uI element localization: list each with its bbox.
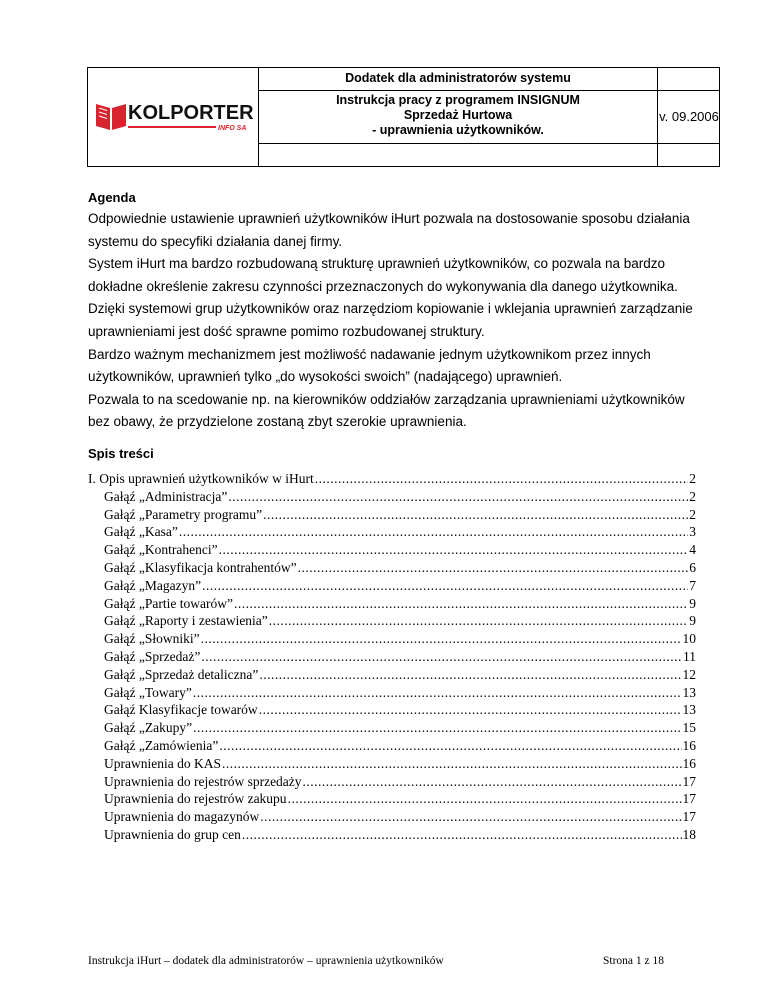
toc-entry-page: 3 — [689, 524, 696, 540]
toc-entry-label: Gałąź „Towary” — [104, 684, 192, 700]
toc-dot-leader — [269, 612, 688, 630]
toc-dot-leader — [202, 577, 688, 595]
toc-entry-label: Gałąź „Administracja” — [104, 488, 228, 504]
toc-entry[interactable] — [88, 470, 696, 488]
toc-entry-label: Gałąź „Zamówienia” — [104, 737, 219, 753]
agenda-paragraph: Bardzo ważnym mechanizmem jest możliwość nadawanie jednym użytkownikom przez innych użytkowników, uprawnień tylko „do wysokości swoich” (nadającego) uprawnień. — [88, 346, 651, 385]
toc-dot-leader — [179, 523, 688, 541]
version-cell — [657, 68, 720, 166]
kolporter-logo — [94, 98, 254, 138]
logo-cell — [88, 68, 259, 166]
toc-dot-leader — [303, 773, 682, 791]
toc-dot-leader — [242, 826, 682, 844]
toc-entry-label: Gałąź „Raporty i zestawienia” — [104, 613, 268, 629]
toc-entry-page: 16 — [682, 755, 696, 771]
toc-entry-page: 9 — [689, 613, 696, 629]
toc-entry-label: Gałąź „Partie towarów” — [104, 595, 233, 611]
toc-entry[interactable] — [88, 737, 696, 755]
footer-page-number: Strona 1 z 18 — [603, 955, 665, 967]
logo-subtext: INFO SA — [218, 125, 247, 132]
logo-wordmark: KOLPORTER — [128, 102, 254, 124]
toc-entry-page: 18 — [682, 826, 696, 842]
toc-entry[interactable] — [88, 559, 696, 577]
toc-heading: Spis treści — [88, 446, 154, 461]
toc-entry-label: Gałąź „Kasa” — [104, 524, 178, 540]
toc-entry-page: 10 — [682, 631, 696, 647]
subtitle-line: Sprzedaż Hurtowa — [403, 108, 513, 122]
toc-dot-leader — [193, 719, 681, 737]
subtitle-line: - uprawnienia użytkowników. — [372, 123, 544, 137]
toc-entry-label: Uprawnienia do rejestrów sprzedaży — [104, 773, 302, 789]
toc-entry[interactable] — [88, 595, 696, 613]
toc-entry-page: 2 — [689, 506, 696, 522]
document-title: Dodatek dla administratorów systemu — [345, 71, 571, 85]
agenda-paragraph: Dzięki systemowi grup użytkowników oraz narzędziom kopiowanie i wklejania uprawnień zarządzanie uprawnieniami jest dość sprawne pomimo rozbudowanej struktury. — [88, 301, 693, 339]
header-row-empty — [259, 143, 657, 167]
toc-entry-page: 12 — [682, 666, 696, 682]
toc-entry[interactable] — [88, 648, 696, 666]
document-subtitle — [259, 93, 657, 138]
toc-entry-label: I. Opis uprawnień użytkowników w iHurt — [88, 471, 314, 486]
version-row-empty-top — [658, 68, 720, 91]
agenda-body — [88, 208, 700, 434]
toc-entry-label: Uprawnienia do rejestrów zakupu — [104, 791, 287, 807]
toc-entry-page: 2 — [689, 471, 696, 486]
toc-entry-label: Gałąź „Parametry programu” — [104, 506, 263, 522]
toc-entry-page: 4 — [689, 542, 696, 558]
toc-dot-leader — [259, 701, 682, 719]
toc-entry-label: Gałąź „Sprzedaż detaliczna” — [104, 666, 259, 682]
toc-entry-page: 17 — [682, 773, 696, 789]
toc-dot-leader — [260, 808, 681, 826]
document-version: v. 09.2006 — [659, 109, 719, 124]
toc-entry-page: 13 — [682, 702, 696, 718]
toc-entry-label: Gałąź „Sprzedaż” — [104, 648, 201, 664]
toc-dot-leader — [315, 470, 689, 488]
toc-dot-leader — [201, 630, 682, 648]
toc-entry-label: Gałąź „Magazyn” — [104, 577, 202, 593]
toc-entry-label: Uprawnienia do magazynów — [104, 809, 260, 825]
toc-entry[interactable] — [88, 612, 696, 630]
agenda-paragraph: Odpowiednie ustawienie uprawnień użytkowników iHurt pozwala na dostosowanie sposobu działania systemu do specyfiki działania danej firmy. — [88, 211, 690, 249]
toc-entry[interactable] — [88, 630, 696, 648]
toc-entry-page: 9 — [689, 595, 696, 611]
toc-dot-leader — [263, 506, 688, 524]
toc-entry-page: 6 — [689, 559, 696, 575]
toc-entry-label: Uprawnienia do grup cen — [104, 826, 241, 842]
toc-entry-label: Gałąź Klasyfikacje towarów — [104, 702, 258, 718]
footer-text: Instrukcja iHurt – dodatek dla administratorów – uprawnienia użytkowników — [88, 955, 444, 967]
header-table — [87, 67, 720, 167]
toc-entry[interactable] — [88, 523, 696, 541]
toc-entry-label: Gałąź „Słowniki” — [104, 631, 200, 647]
toc-entry[interactable] — [88, 790, 696, 808]
toc-entry[interactable] — [88, 488, 696, 506]
toc-entry[interactable] — [88, 773, 696, 791]
toc-entry-page: 16 — [682, 737, 696, 753]
subtitle-line: Instrukcja pracy z programem INSIGNUM — [336, 93, 580, 107]
toc-dot-leader — [193, 684, 682, 702]
table-of-contents — [88, 470, 696, 844]
agenda-paragraph: Pozwala to na scedowanie np. na kierowników oddziałów zarządzania uprawnieniami użytkowników bez obawy, że przydzielone zostaną zbyt szerokie uprawnienia. — [88, 391, 685, 430]
toc-dot-leader — [288, 790, 682, 808]
toc-entry-label: Uprawnienia do KAS — [104, 755, 221, 771]
toc-entry[interactable] — [88, 577, 696, 595]
toc-entry[interactable] — [88, 541, 696, 559]
toc-dot-leader — [219, 737, 681, 755]
toc-entry-page: 11 — [683, 648, 696, 664]
agenda-heading: Agenda — [88, 190, 136, 205]
toc-dot-leader — [298, 559, 689, 577]
toc-dot-leader — [219, 541, 689, 559]
toc-entry[interactable] — [88, 506, 696, 524]
toc-entry-page: 15 — [682, 720, 696, 736]
toc-entry[interactable] — [88, 808, 696, 826]
toc-entry[interactable] — [88, 755, 696, 773]
toc-entry-page: 13 — [682, 684, 696, 700]
toc-entry-page: 2 — [689, 488, 696, 504]
toc-entry-label: Gałąź „Klasyfikacja kontrahentów” — [104, 559, 297, 575]
toc-dot-leader — [259, 666, 681, 684]
toc-entry[interactable] — [88, 719, 696, 737]
toc-dot-leader — [228, 488, 688, 506]
toc-entry[interactable] — [88, 666, 696, 684]
toc-dot-leader — [222, 755, 682, 773]
logo-underline — [128, 126, 216, 128]
toc-entry[interactable] — [88, 701, 696, 719]
header-row-title — [259, 68, 657, 91]
book-logo-icon — [94, 98, 128, 132]
toc-dot-leader — [234, 595, 688, 613]
agenda-paragraph: System iHurt ma bardzo rozbudowaną strukturę uprawnień użytkowników, co pozwala na bardzo dokładne określenie zakresu czynności przeznaczonych do wykonywania dla danego użytkownika. — [88, 256, 678, 294]
toc-entry-page: 7 — [689, 577, 696, 593]
toc-entry-page: 17 — [682, 791, 696, 807]
header-middle — [259, 68, 657, 166]
toc-entry-label: Gałąź „Zakupy” — [104, 720, 193, 736]
toc-entry[interactable] — [88, 684, 696, 702]
toc-entry-page: 17 — [682, 809, 696, 825]
toc-entry[interactable] — [88, 826, 696, 844]
version-row-empty-bottom — [658, 143, 720, 167]
toc-entry-label: Gałąź „Kontrahenci” — [104, 542, 218, 558]
toc-dot-leader — [201, 648, 682, 666]
